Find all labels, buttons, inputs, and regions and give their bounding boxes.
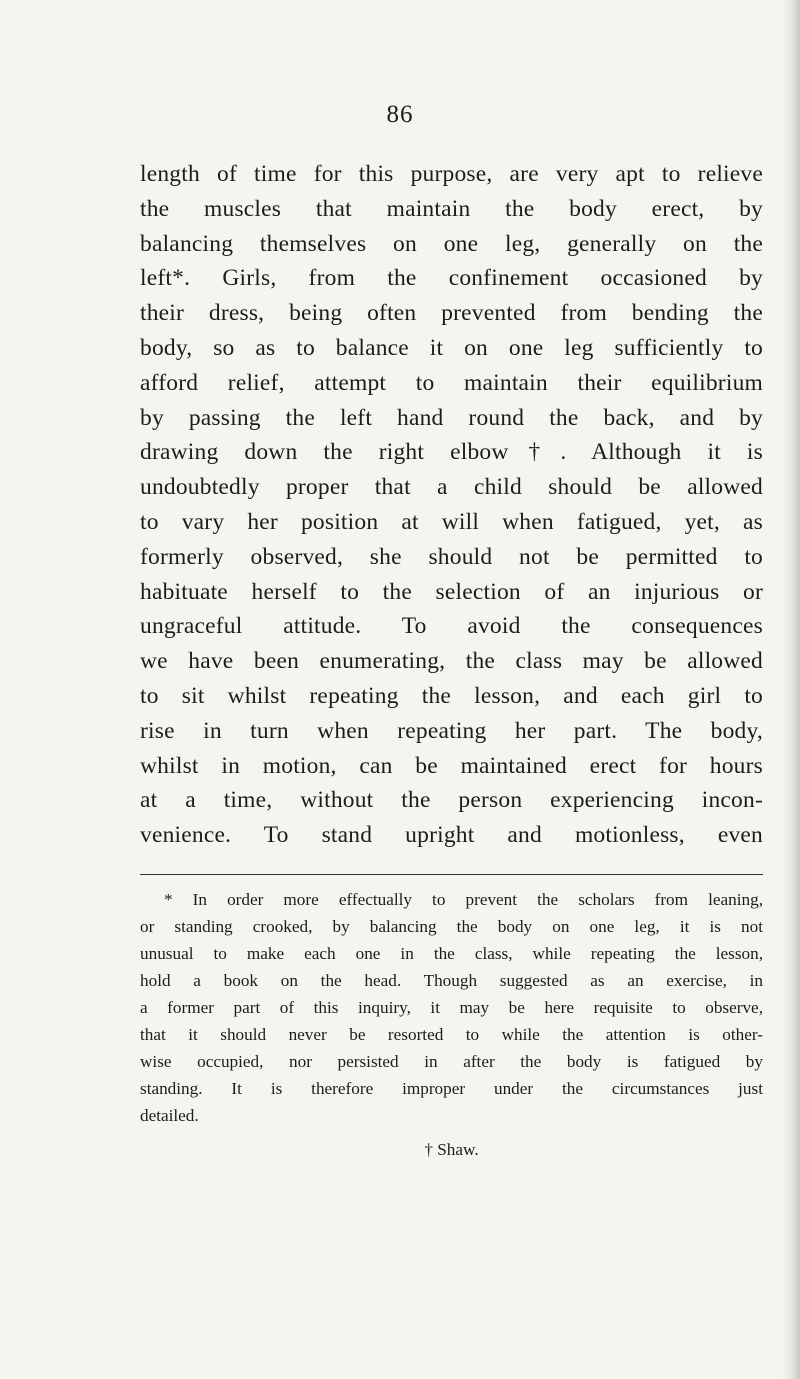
body-line: rise in turn when repeating her part. The body, — [140, 717, 763, 744]
body-line: balancing themselves on one leg, generally on the — [140, 230, 763, 257]
body-line: to sit whilst repeating the lesson, and each girl to — [140, 682, 763, 709]
body-line: we have been enumerating, the class may be allowed — [140, 648, 763, 675]
footnote-line: a former part of this inquiry, it may be here requisite to observe, — [140, 998, 763, 1017]
body-text — [140, 157, 763, 853]
footnote-line: hold a book on the head. Though suggested as an exercise, in — [140, 971, 763, 990]
body-line: ungraceful attitude. To avoid the consequences — [140, 613, 763, 640]
body-line: formerly observed, she should not be permitted to — [140, 543, 763, 570]
body-line: drawing down the right elbow†. Although it is — [140, 439, 763, 466]
footnotes — [140, 886, 763, 1129]
body-line: venience. To stand upright and motionless, even — [140, 822, 763, 849]
footnote-divider — [140, 874, 763, 875]
footnote-line: standing. It is therefore improper under the circumstances just — [140, 1079, 763, 1098]
body-line: whilst in motion, can be maintained erect for hours — [140, 752, 763, 779]
body-line: afford relief, attempt to maintain their equilibrium — [140, 369, 763, 396]
footnote-line: or standing crooked, by balancing the body on one leg, it is not — [140, 917, 763, 936]
footnote-line: unusual to make each one in the class, while repeating the lesson, — [140, 944, 763, 963]
body-line: the muscles that maintain the body erect, by — [140, 195, 763, 222]
body-line: length of time for this purpose, are very apt to relieve — [140, 161, 763, 187]
footnote-line: detailed. — [140, 1106, 199, 1125]
body-line: to vary her position at will when fatigued, yet, as — [140, 508, 763, 535]
footnote-line: * In order more effectually to prevent the scholars from leaning, — [164, 890, 763, 909]
footnote-signature: † Shaw. — [424, 1140, 479, 1159]
body-line: undoubtedly proper that a child should be allowed — [140, 474, 763, 501]
footnote-line: wise occupied, nor persisted in after the body is fatigued by — [140, 1052, 763, 1071]
scan-edge-shadow — [782, 0, 800, 1379]
body-line: by passing the left hand round the back, and by — [140, 404, 763, 431]
body-line: at a time, without the person experiencing incon- — [140, 787, 763, 814]
body-line: habituate herself to the selection of an injurious or — [140, 578, 763, 605]
footnote-line: that it should never be resorted to while the attention is other- — [140, 1025, 763, 1044]
body-line: body, so as to balance it on one leg sufficiently to — [140, 334, 763, 361]
page-number: 86 — [386, 101, 414, 128]
body-line: left*. Girls, from the confinement occasioned by — [140, 265, 763, 292]
body-line: their dress, being often prevented from bending the — [140, 300, 763, 327]
